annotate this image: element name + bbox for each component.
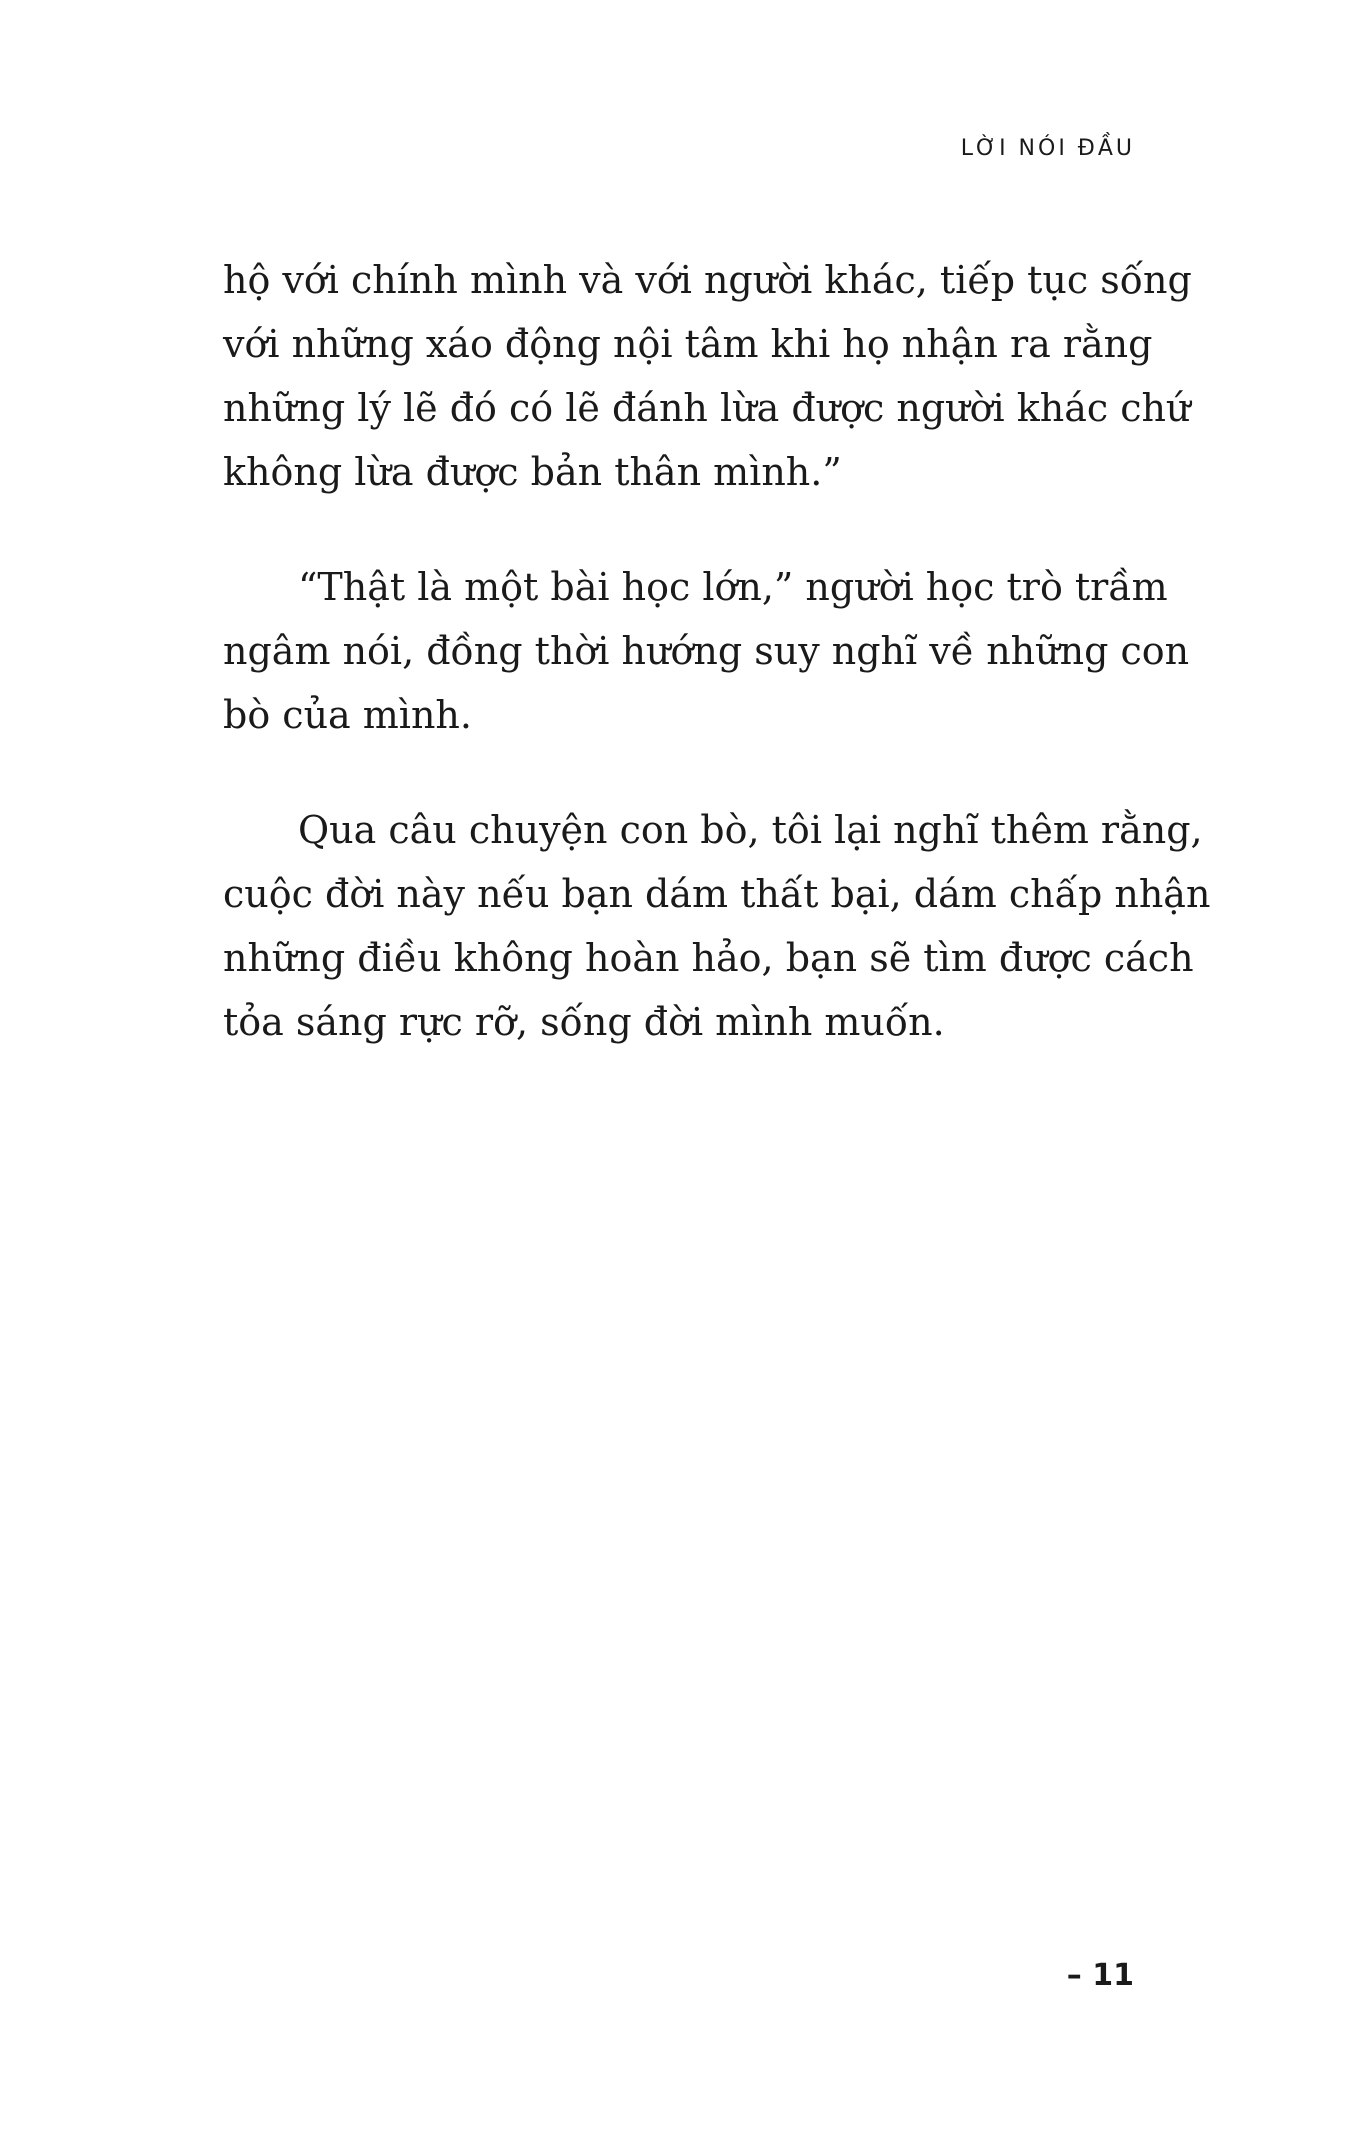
body-text [223, 248, 1211, 1105]
paragraph [223, 798, 1211, 1054]
text-line: bò của mình. [223, 693, 472, 737]
page-number: – 11 [1066, 1958, 1134, 1993]
text-line: không lừa được bản thân mình.” [223, 450, 842, 494]
paragraph [223, 248, 1192, 504]
running-header: LỜI NÓI ĐẦU [960, 136, 1135, 161]
text-line: ngâm nói, đồng thời hướng suy nghĩ về những con [223, 629, 1190, 673]
text-line: những điều không hoàn hảo, bạn sẽ tìm được cách [223, 936, 1194, 980]
text-line: hộ với chính mình và với người khác, tiếp tục sống [223, 258, 1192, 302]
text-line: Qua câu chuyện con bò, tôi lại nghĩ thêm rằng, [298, 808, 1203, 852]
text-line: “Thật là một bài học lớn,” người học trò trầm [298, 565, 1168, 609]
text-line: những lý lẽ đó có lẽ đánh lừa được người khác chứ [223, 386, 1191, 430]
paragraph [223, 555, 1190, 747]
text-line: cuộc đời này nếu bạn dám thất bại, dám chấp nhận [223, 872, 1211, 916]
text-line: với những xáo động nội tâm khi họ nhận ra rằng [223, 322, 1153, 366]
text-line: tỏa sáng rực rỡ, sống đời mình muốn. [223, 1000, 945, 1044]
